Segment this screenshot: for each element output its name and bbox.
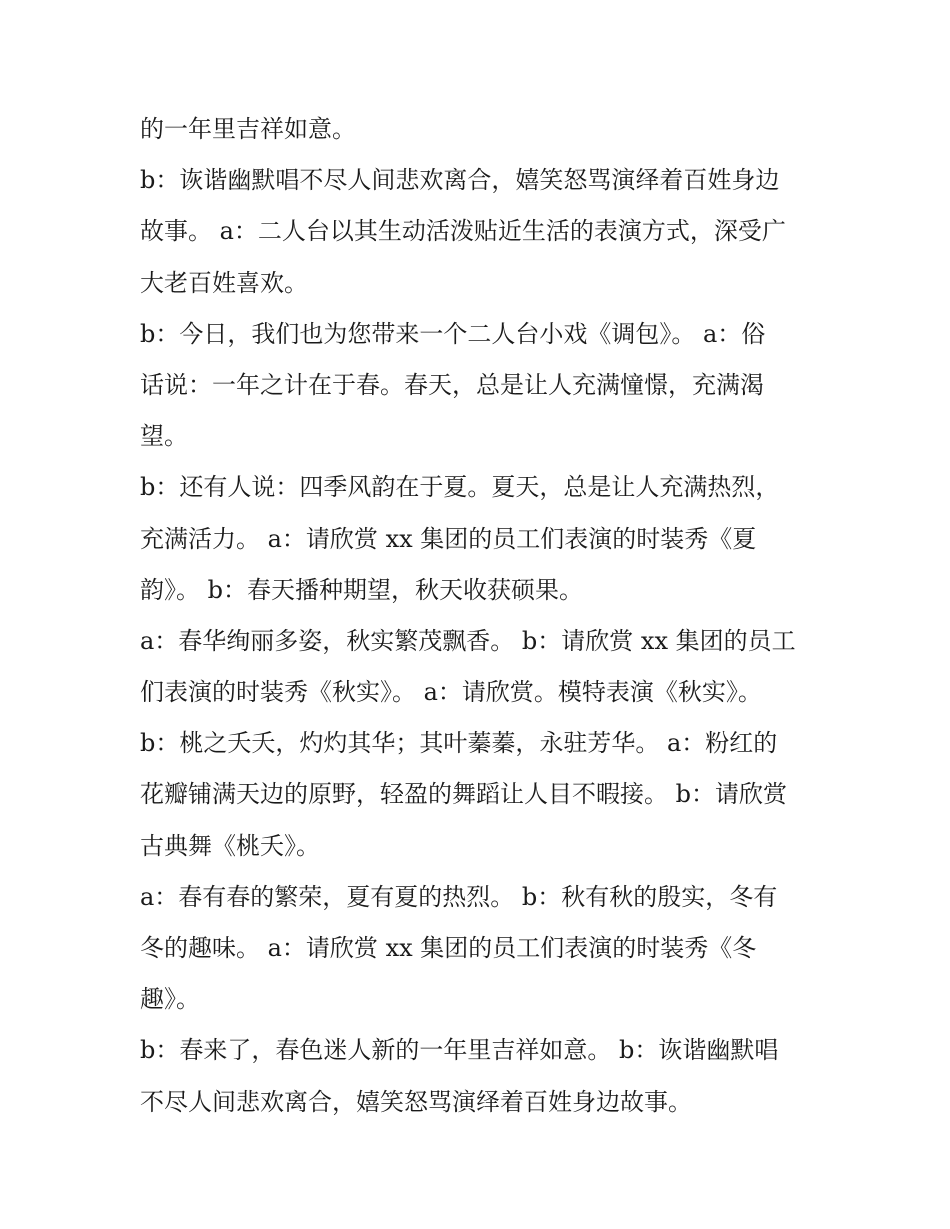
text-line: 不尽人间悲欢离合，嬉笑怒骂演绎着百姓身边故事。 [140, 1087, 692, 1116]
text-line: b：还有人说：四季风韵在于夏。夏天，总是让人充满热烈， [140, 473, 780, 502]
text-line: 趣》。 [140, 985, 200, 1014]
text-line: 古典舞《桃夭》。 [140, 831, 320, 860]
document-body [140, 104, 820, 1128]
text-line: a：春华绚丽多姿，秋实繁茂飘香。 b：请欣赏 xx 集团的员工 [140, 626, 796, 655]
text-line: 冬的趣味。 a：请欣赏 xx 集团的员工们表演的时装秀《冬 [140, 934, 757, 962]
text-line: 韵》。 b：春天播种期望，秋天收获硕果。 [140, 575, 583, 604]
text-line: 大老百姓喜欢。 [140, 268, 308, 297]
text-line: b：今日，我们也为您带来一个二人台小戏《调包》。 a：俗 [140, 319, 766, 348]
text-line: 故事。 a：二人台以其生动活泼贴近生活的表演方式，深受广 [140, 217, 786, 246]
text-line: b：春来了，春色迷人新的一年里吉祥如意。 b：诙谐幽默唱 [140, 1036, 779, 1065]
text-line: 的一年里吉祥如意。 [140, 115, 356, 143]
text-line: b：诙谐幽默唱不尽人间悲欢离合，嬉笑怒骂演绎着百姓身边 [140, 166, 780, 195]
text-line: 充满活力。 a：请欣赏 xx 集团的员工们表演的时装秀《夏 [140, 524, 757, 553]
text-line: 花瓣铺满天边的原野，轻盈的舞蹈让人目不暇接。 b：请欣赏 [140, 780, 787, 809]
text-line: 望。 [140, 422, 188, 451]
text-line: a：春有春的繁荣，夏有夏的热烈。 b：秋有秋的殷实，冬有 [140, 882, 778, 911]
text-line: 话说：一年之计在于春。春天，总是让人充满憧憬，充满渴 [140, 370, 764, 399]
text-line: b：桃之夭夭，灼灼其华；其叶蓁蓁，永驻芳华。 a：粉红的 [140, 729, 778, 758]
text-line: 们表演的时装秀《秋实》。 a：请欣赏。模特表演《秋实》。 [140, 678, 762, 707]
